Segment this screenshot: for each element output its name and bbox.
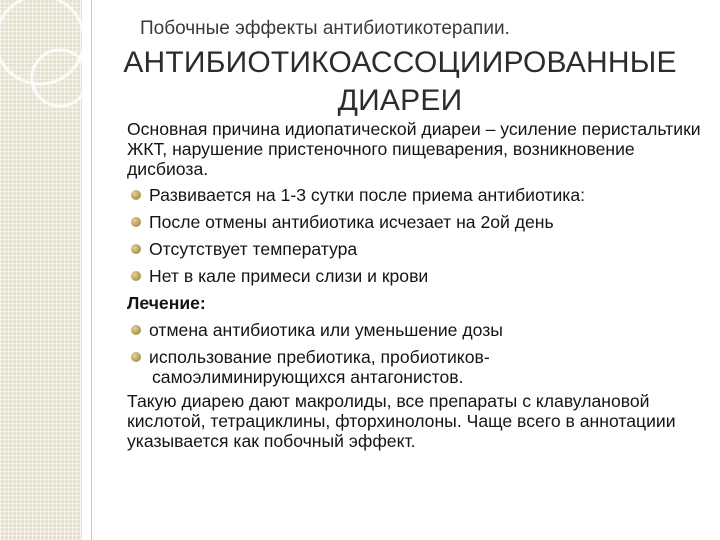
intro-paragraph: Основная причина идиопатической диареи – усиление перистальтики ЖКТ, нарушение пристеночного пищеварения, возникновение дисбиоза. bbox=[127, 119, 701, 179]
symptoms-list bbox=[127, 185, 707, 286]
treatment-heading: Лечение: bbox=[127, 293, 206, 313]
list-item: Нет в кале примеси слизи и крови bbox=[127, 266, 707, 286]
slide-subtitle: Побочные эффекты антибиотикотерапии. bbox=[140, 18, 510, 39]
list-item: использование пребиотика, пробиотиков- bbox=[127, 347, 707, 367]
list-item: Развивается на 1-3 сутки после приема антибиотика: bbox=[127, 185, 707, 205]
bullet-icon bbox=[131, 352, 141, 362]
bullet-icon bbox=[131, 190, 141, 200]
decorative-divider-line bbox=[91, 0, 92, 540]
list-item: отмена антибиотика или уменьшение дозы bbox=[127, 320, 707, 340]
decorative-circle-large bbox=[0, 0, 84, 84]
bullet-icon bbox=[131, 244, 141, 254]
bullet-icon bbox=[131, 217, 141, 227]
treatment-continuation: самоэлиминирующихся антагонистов. bbox=[152, 367, 464, 387]
decorative-circles bbox=[0, 0, 92, 200]
closing-paragraph: Такую диарею дают макролиды, все препараты с клавулановой кислотой, тетрациклины, фторхинолоны. Чаще всего в аннотациии указывается как побочный эффект. bbox=[127, 391, 676, 451]
treatment-list bbox=[127, 320, 707, 367]
slide-title: АНТИБИОТИКОАССОЦИИРОВАННЫЕ ДИАРЕИ bbox=[123, 46, 677, 117]
bullet-icon bbox=[131, 325, 141, 335]
list-item: После отмены антибиотика исчезает на 2ой день bbox=[127, 212, 707, 232]
list-item: Отсутствует температура bbox=[127, 239, 707, 259]
bullet-icon bbox=[131, 271, 141, 281]
slide-content bbox=[127, 119, 707, 451]
